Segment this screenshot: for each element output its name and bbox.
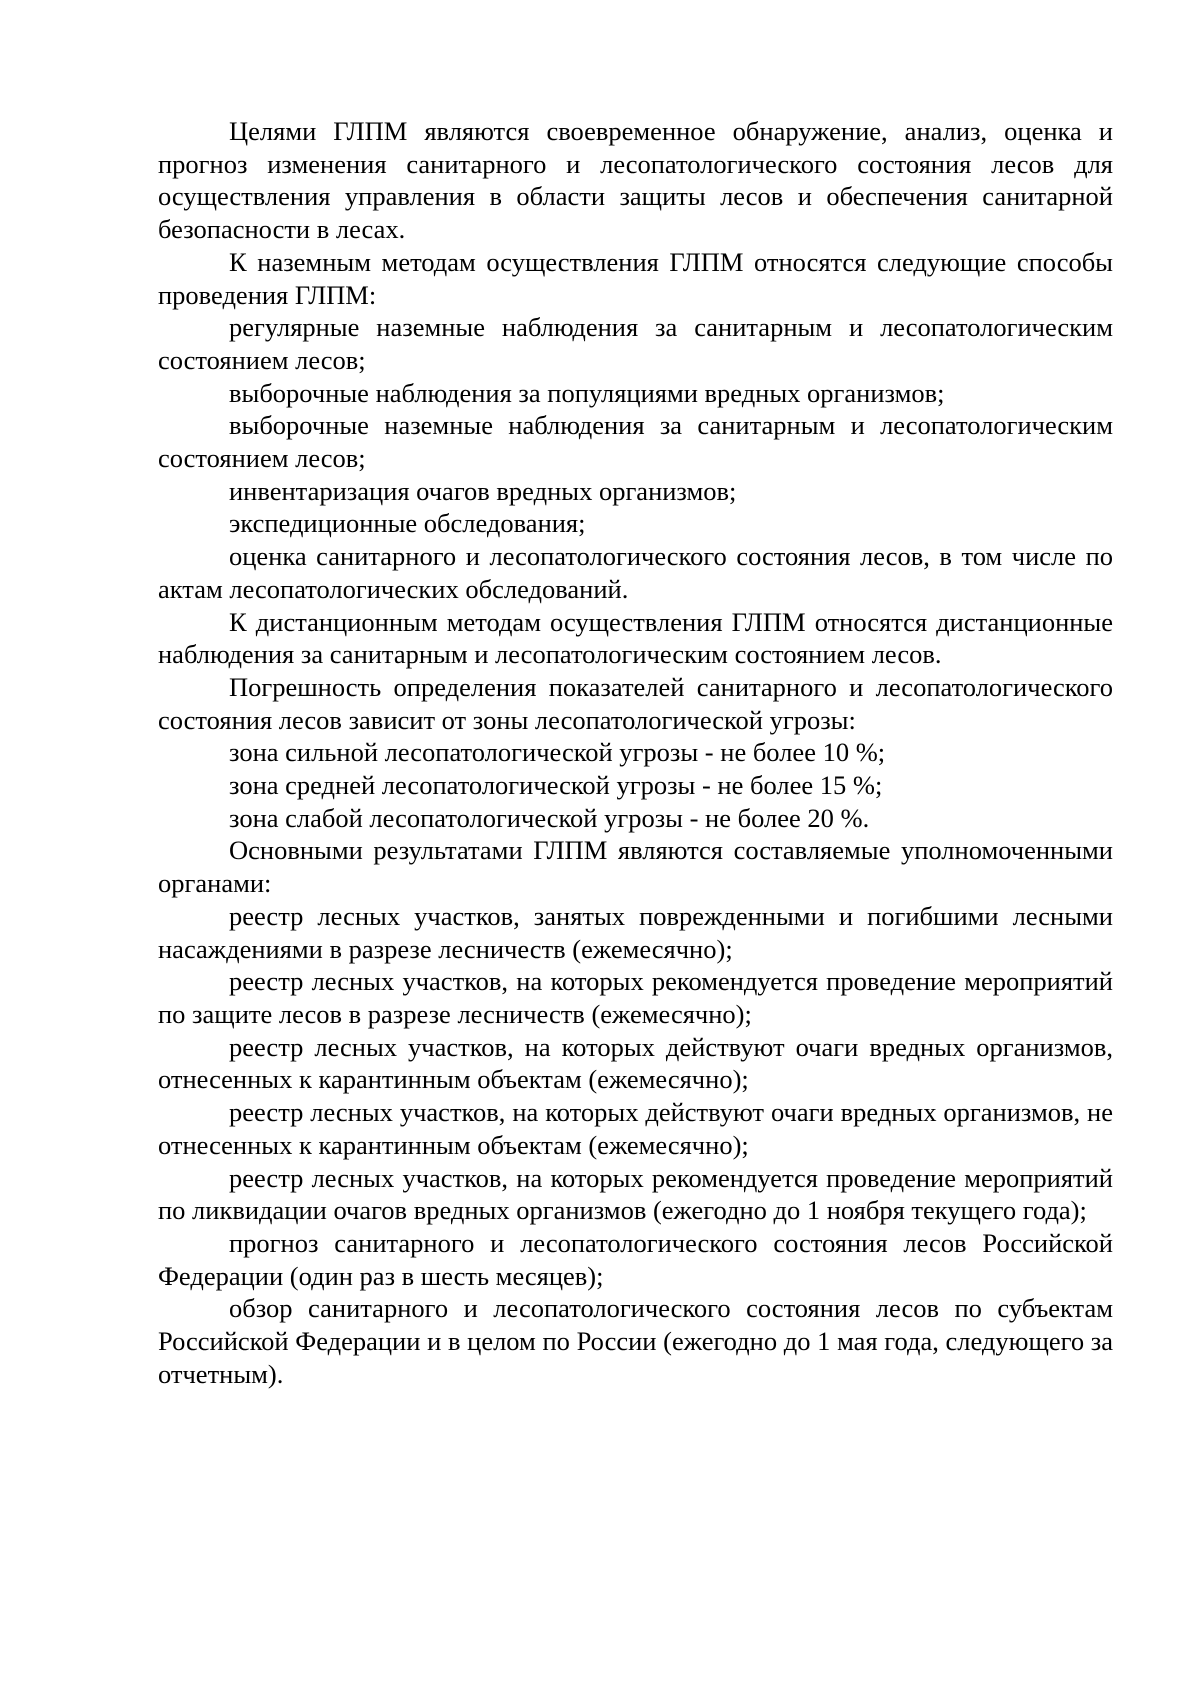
list-item-weak-threat: зона слабой лесопатологической угрозы - не более 20 %.	[229, 802, 870, 833]
list-item-population-observations: выборочные наблюдения за популяциями вредных организмов;	[229, 377, 945, 408]
document-body	[158, 115, 1113, 1390]
list-item-selective-observations: выборочные наземные наблюдения за санитарным и лесопатологическим состоянием лесов;	[158, 410, 1113, 474]
list-item-registry-liquidation: реестр лесных участков, на которых рекомендуется проведение мероприятий по ликвидации очагов вредных организмов (ежегодно до 1 ноября текущего года);	[158, 1162, 1113, 1226]
list-item-expeditions: экспедиционные обследования;	[229, 508, 586, 539]
list-item-inventory: инвентаризация очагов вредных организмов;	[229, 475, 737, 506]
list-item-assessment: оценка санитарного и лесопатологического состояния лесов, в том числе по актам лесопатологических обследований.	[158, 541, 1113, 604]
list-item-regular-observations: регулярные наземные наблюдения за санитарным и лесопатологическим состоянием лесов;	[158, 312, 1113, 375]
paragraph-accuracy: Погрешность определения показателей санитарного и лесопатологического состояния лесов зависит от зоны лесопатологической угрозы:	[158, 671, 1113, 735]
list-item-registry-damaged: реестр лесных участков, занятых поврежденными и погибшими лесными насаждениями в разрезе лесничеств (ежемесячно);	[158, 900, 1113, 964]
paragraph-results: Основными результатами ГЛПМ являются составляемые уполномоченными органами:	[158, 835, 1113, 899]
list-item-medium-threat: зона средней лесопатологической угрозы - не более 15 %;	[229, 770, 883, 801]
list-item-registry-non-quarantine: реестр лесных участков, на которых действуют очаги вредных организмов, не отнесенных к карантинным объектам (ежемесячно);	[158, 1097, 1113, 1160]
paragraph-goals: Целями ГЛПМ являются своевременное обнаружение, анализ, оценка и прогноз изменения санитарного и лесопатологического состояния лесов для осуществления управления в области защиты лесов и обеспечения санитарной безопасности в лесах.	[158, 116, 1113, 245]
list-item-registry-protection: реестр лесных участков, на которых рекомендуется проведение мероприятий по защите лесов в разрезе лесничеств (ежемесячно);	[158, 966, 1113, 1029]
list-item-registry-quarantine: реестр лесных участков, на которых действуют очаги вредных организмов, отнесенных к карантинным объектам (ежемесячно);	[158, 1031, 1113, 1095]
paragraph-remote-methods: К дистанционным методам осуществления ГЛПМ относятся дистанционные наблюдения за санитарным и лесопатологическим состоянием лесов.	[158, 606, 1113, 670]
list-item-review: обзор санитарного и лесопатологического состояния лесов по субъектам Российской Федерации и в целом по России (ежегодно до 1 мая года, следующего за отчетным).	[158, 1293, 1113, 1389]
list-item-forecast: прогноз санитарного и лесопатологического состояния лесов Российской Федерации (один раз в шесть месяцев);	[158, 1227, 1113, 1291]
paragraph-ground-methods: К наземным методам осуществления ГЛПМ относятся следующие способы проведения ГЛПМ:	[158, 246, 1113, 310]
list-item-strong-threat: зона сильной лесопатологической угрозы - не более 10 %;	[229, 737, 886, 768]
